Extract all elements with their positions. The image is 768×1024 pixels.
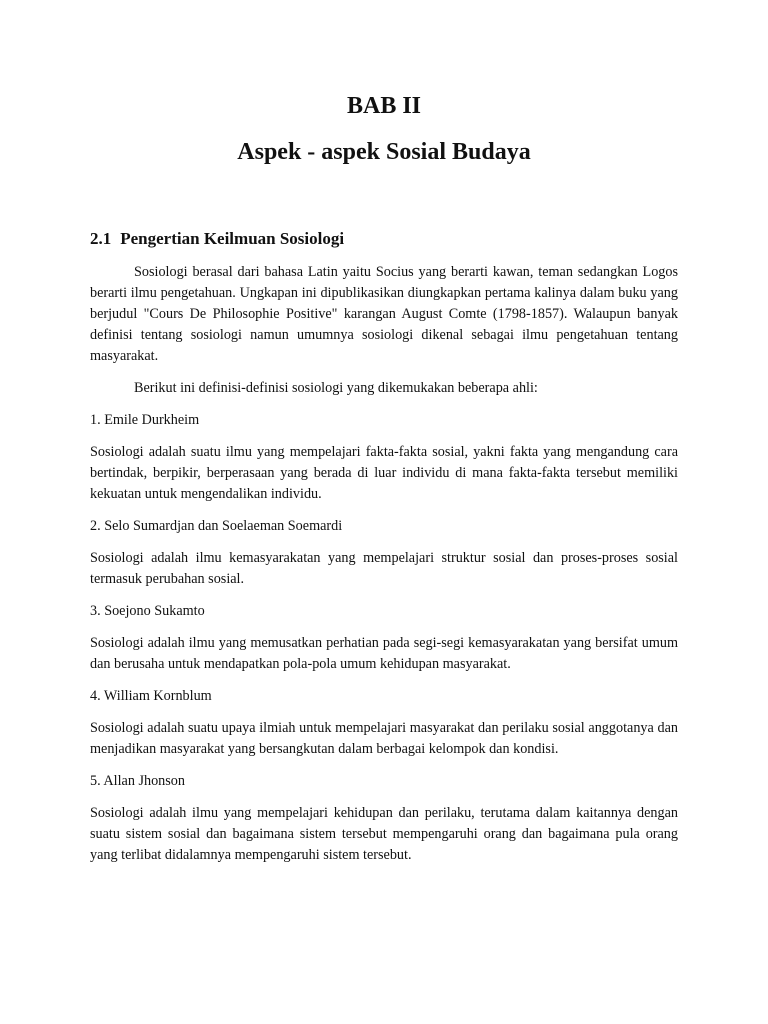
definition-label: 5. Allan Jhonson (90, 773, 185, 789)
definition-text: Sosiologi adalah ilmu yang mempelajari kehidupan dan perilaku, terutama dalam kaitannya dengan suatu sistem sosial dan bagaimana sistem tersebut mempengaruhi orang dan bagaimana pula orang yang terlibat didalamnya mempengaruhi sistem tersebut. (90, 805, 678, 863)
chapter-heading: BAB II (346, 93, 422, 119)
definition-label: 4. William Kornblum (90, 688, 212, 704)
section-heading (90, 228, 678, 250)
document-body (90, 262, 678, 877)
definition-text: Sosiologi adalah ilmu yang memusatkan perhatian pada segi-segi kemasyarakatan yang bersifat umum dan berusaha untuk mendapatkan pola-pola umum kehidupan masyarakat. (90, 635, 678, 672)
definition-label: 3. Soejono Sukamto (90, 603, 205, 619)
section-title: Pengertian Keilmuan Sosiologi (120, 229, 345, 248)
definition-text: Sosiologi adalah suatu upaya ilmiah untuk mempelajari masyarakat dan perilaku sosial anggotanya dan menjadikan masyarakat yang bersangkutan dalam berbagai kelompok dan kondisi. (90, 720, 678, 757)
definition-label: 2. Selo Sumardjan dan Soelaeman Soemardi (90, 518, 343, 534)
intro-lead: Berikut ini definisi-definisi sosiologi yang dikemukakan beberapa ahli: (134, 380, 538, 396)
chapter-title: Aspek - aspek Sosial Budaya (237, 139, 531, 165)
intro-paragraph: Sosiologi berasal dari bahasa Latin yaitu Socius yang berarti kawan, teman sedangkan Logos berarti ilmu pengetahuan. Ungkapan ini dipublikasikan diungkapkan pertama kalinya dalam buku yang berjudul "Cours De Philosophie Positive" karangan August Comte (1798-1857). Walaupun banyak definisi tentang sosiologi namun umumnya sosiologi dikenal sebagai ilmu pengetahuan tentang masyarakat. (90, 264, 678, 364)
definition-label: 1. Emile Durkheim (90, 412, 200, 428)
section-number: 2.1 (90, 229, 112, 248)
definition-text: Sosiologi adalah suatu ilmu yang mempelajari fakta-fakta sosial, yakni fakta yang mengandung cara bertindak, berpikir, berperasaan yang berada di luar individu di mana fakta-fakta tersebut memiliki kekuatan untuk mengendalikan individu. (90, 444, 678, 502)
definition-text: Sosiologi adalah ilmu kemasyarakatan yang mempelajari struktur sosial dan proses-proses sosial termasuk perubahan sosial. (90, 550, 678, 587)
